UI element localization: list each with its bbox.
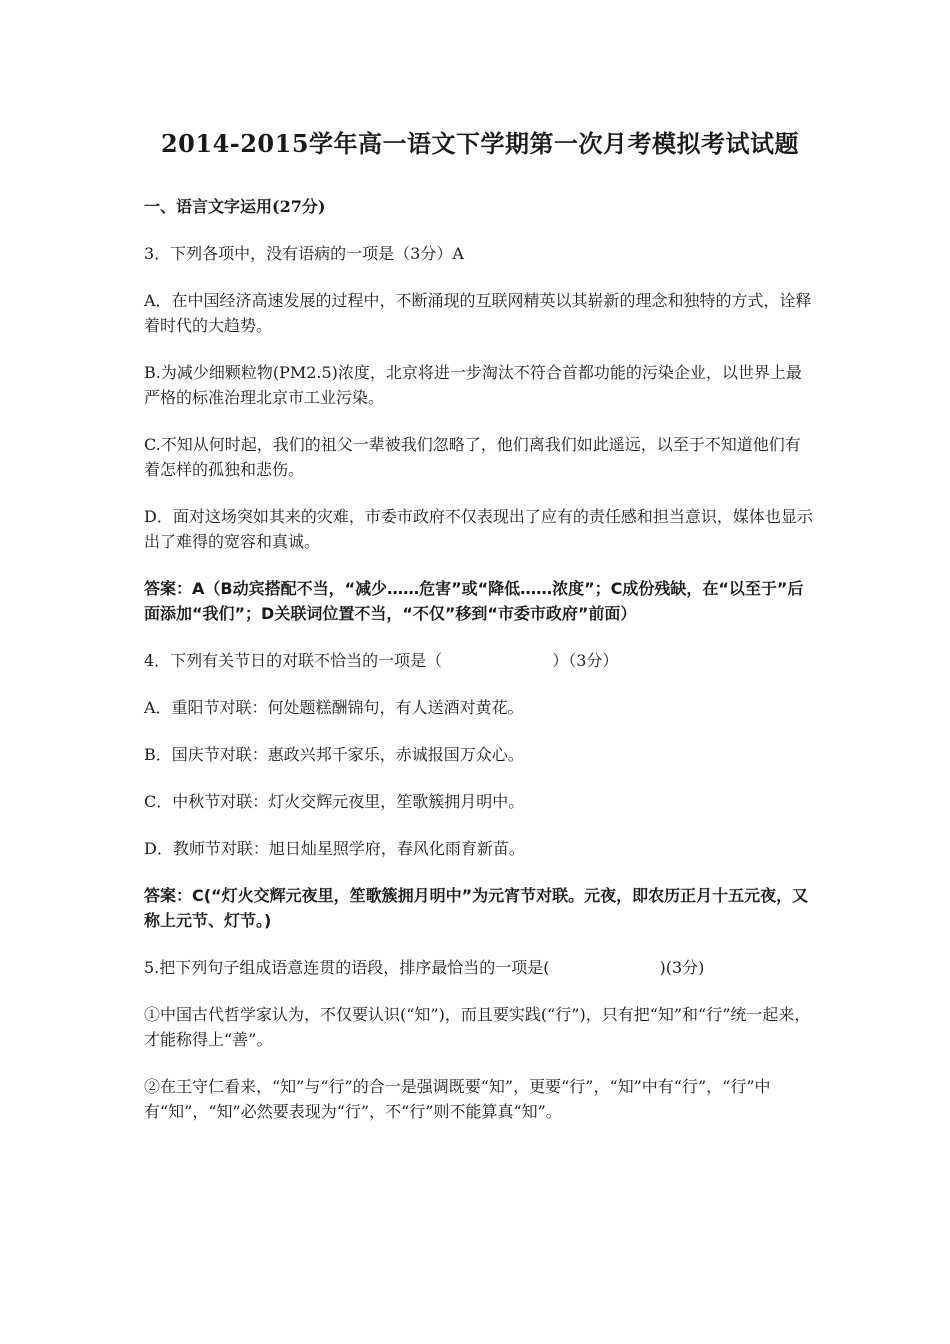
question-5-item-2: ②在王守仁看来，“知”与“行”的合一是强调既要“知”，更要“行”，“知”中有“行”，“行”中有“知”，“知”必然要表现为“行”，不“行”则不能算真“知”。: [144, 1077, 771, 1122]
question-4-answer: 答案：C(“灯火交辉元夜里，笙歌簇拥月明中”为元宵节对联。元夜，即农历正月十五元夜，又称上元节、灯节。): [144, 886, 809, 931]
question-3-answer: 答案：A（B动宾搭配不当，“减少……危害”或“降低……浓度”；C成份残缺，在“以至于”后面添加“我们”；D关联词位置不当，“不仅”移到“市委市政府”前面）: [144, 579, 804, 624]
question-5-stem-text: 5.把下列句子组成语意连贯的语段，排序最恰当的一项是(: [144, 958, 550, 978]
question-5-item-1: ①中国古代哲学家认为，不仅要认识(“知”)，而且要实践(“行”)，只有把“知”和“行”统一起来，才能称得上“善”。: [144, 1005, 811, 1050]
section-heading: 一、语言文字运用(27分): [144, 197, 326, 217]
question-3-option-d: D．面对这场突如其来的灾难，市委市政府不仅表现出了应有的责任感和担当意识，媒体也显示出了难得的宽容和真诚。: [144, 507, 813, 552]
document-title: 2014-2015学年高一语文下学期第一次月考模拟考试试题: [160, 129, 800, 158]
question-3-option-c: C.不知从何时起，我们的祖父一辈被我们忽略了，他们离我们如此遥远，以至于不知道他们有着怎样的孤独和悲伤。: [144, 435, 801, 480]
question-3-option-b: B.为减少细颗粒物(PM2.5)浓度，北京将进一步淘汰不符合首都功能的污染企业，以世界上最严格的标准治理北京市工业污染。: [144, 363, 802, 408]
question-4-stem-score: ）（3分）: [552, 651, 619, 671]
question-5-stem-score: )(3分): [659, 958, 705, 978]
question-3-stem: 3．下列各项中，没有语病的一项是（3分）A: [144, 244, 464, 264]
question-4-option-b: B．国庆节对联：惠政兴邦千家乐，赤诚报国万众心。: [144, 745, 524, 765]
question-4-stem: [144, 648, 816, 673]
question-5-stem: [144, 955, 816, 980]
question-4-option-a: A．重阳节对联：何处题糕酬锦句，有人送酒对黄花。: [144, 698, 524, 718]
question-4-option-d: D．教师节对联：旭日灿星照学府，春风化雨育新苗。: [144, 839, 525, 859]
question-4-option-c: C．中秋节对联：灯火交辉元夜里，笙歌簇拥月明中。: [144, 792, 525, 812]
question-4-stem-text: 4．下列有关节日的对联不恰当的一项是（: [144, 651, 443, 671]
document-page: [144, 128, 816, 1146]
question-3-option-a: A．在中国经济高速发展的过程中，不断涌现的互联网精英以其崭新的理念和独特的方式，诠释着时代的大趋势。: [144, 291, 812, 336]
